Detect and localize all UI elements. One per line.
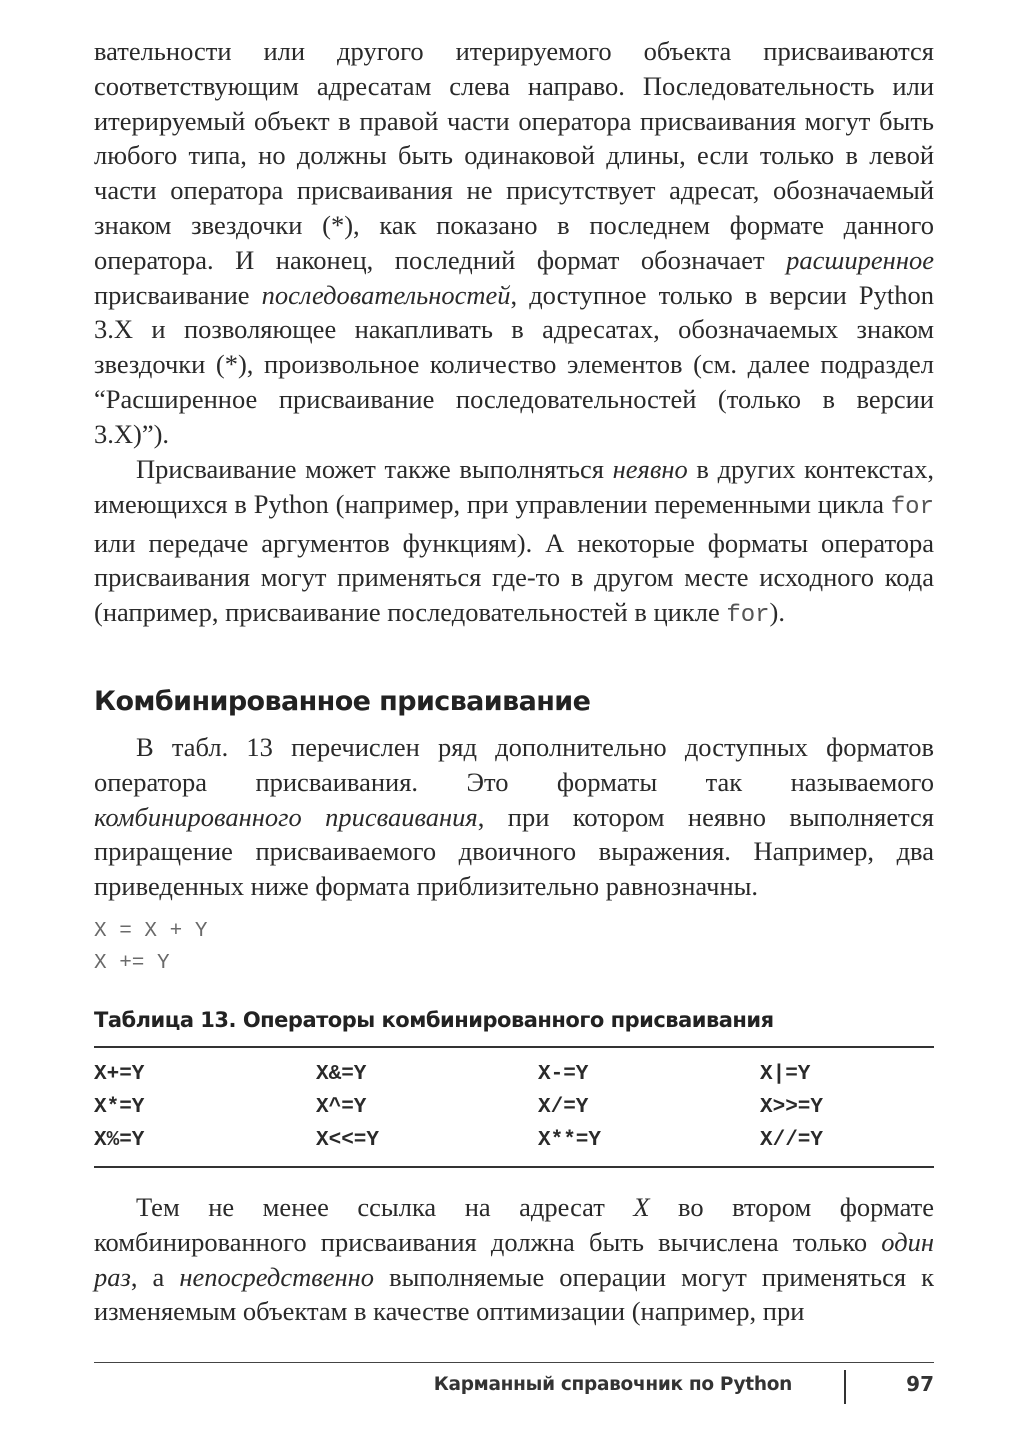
text-run: или передаче аргументов функциям). А некоторые форматы оператора присваивания могут применяться где-то в другом месте исходного кода (например, присваивание последовательностей в цикле — [94, 527, 934, 628]
emphasis-text: последовательностей — [261, 279, 511, 310]
emphasis-text: непосредственно — [179, 1261, 375, 1292]
paragraph-augmented-intro — [94, 730, 934, 904]
footer-separator — [844, 1370, 846, 1404]
page-number: 97 — [906, 1372, 934, 1396]
table-cell: X//=Y — [760, 1129, 824, 1152]
table-row — [94, 1058, 934, 1091]
table-caption: Таблица 13. Операторы комбинированного присваивания — [94, 1008, 774, 1032]
text-run: Присваивание может также выполняться — [136, 454, 613, 484]
table-cell: X>>=Y — [760, 1096, 824, 1119]
table-cell: X^=Y — [316, 1096, 367, 1119]
book-page — [94, 34, 934, 1434]
code-line-1: X = X + Y — [94, 920, 208, 943]
table-cell: X**=Y — [538, 1129, 602, 1152]
text-run: присваивание — [94, 279, 262, 310]
table-bottom-rule — [94, 1166, 934, 1168]
table-cell: X*=Y — [94, 1096, 145, 1119]
text-run: в других контекстах, имеющихся в Python (например, при управлении переменными цикла — [94, 454, 934, 519]
text-run: В табл. 13 перечислен ряд дополнительно доступных форматов оператора присваивания. Это форматы так называемого — [94, 732, 934, 797]
table-cell: X/=Y — [538, 1096, 589, 1119]
text-run: Тем не менее ссылка на адресат — [136, 1192, 634, 1222]
table-cell: X<<=Y — [316, 1129, 380, 1152]
code-line-2: X += Y — [94, 952, 170, 975]
table-top-rule — [94, 1046, 934, 1048]
footer-rule — [94, 1362, 934, 1363]
inline-code: for — [726, 602, 770, 630]
table-cell: X-=Y — [538, 1063, 589, 1086]
emphasis-text: расширенное — [786, 244, 934, 275]
table-cell: X|=Y — [760, 1063, 811, 1086]
table-cell: X&=Y — [316, 1063, 367, 1086]
footer-book-title: Карманный справочник по Python — [433, 1374, 792, 1395]
table-row — [94, 1091, 934, 1124]
table-cell: X%=Y — [94, 1129, 145, 1152]
table-row — [94, 1124, 934, 1157]
text-run: во втором формате комбинированного присваивания должна быть вычислена только — [94, 1192, 934, 1257]
text-run: , доступное только в версии Python 3.X и позволяющее накапливать в адресатах, обозначаемых знаком звездочки (*), произвольное количество элементов (см. далее подраздел “Расширенное присваивание последовательностей (только в версии 3.X)”). — [94, 279, 934, 449]
text-run: , при котором неявно выполняется приращение присваиваемого двоичного выражения. Например, два приведенных ниже формата приблизительно равнозначны. — [94, 801, 934, 902]
inline-code: for — [890, 493, 934, 521]
text-run: , а — [130, 1261, 180, 1292]
table-cell: X+=Y — [94, 1063, 145, 1086]
emphasis-text: комбинированного присваивания — [94, 801, 478, 832]
section-heading: Комбинированное присваивание — [94, 686, 591, 717]
emphasis-text: X — [633, 1192, 650, 1222]
text-run: ). — [769, 597, 785, 628]
augmented-operators-table — [94, 1058, 934, 1157]
text-run: вательности или другого итерируемого объекта присваиваются соответствующим адресатам слева направо. Последовательность или итерируемый объект в правой части оператора присваивания могут быть любого типа, но должны быть одинаковой длины, если только в левой части оператора присваивания не присутствует адресат, обозначаемый знаком звездочки (*), как показано в последнем формате данного оператора. И наконец, последний формат обозначает — [94, 36, 934, 275]
emphasis-text: один раз — [94, 1226, 934, 1292]
emphasis-text: неявно — [612, 454, 688, 484]
paragraph-evaluated-once — [94, 1190, 934, 1329]
paragraph-sequence-assignment — [94, 34, 934, 452]
paragraph-implicit-assignment — [94, 452, 934, 634]
text-run: выполняемые операции могут применяться к изменяемым объектам в качестве оптимизации (например, при — [94, 1261, 934, 1327]
